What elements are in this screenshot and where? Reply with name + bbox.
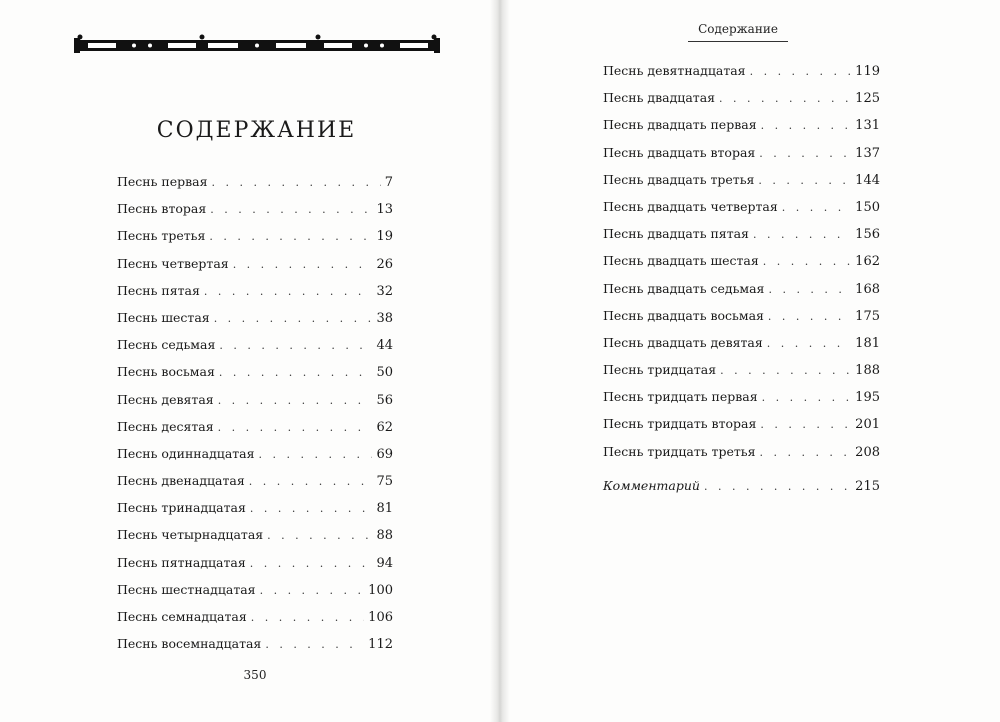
toc-entry-title: Песнь двадцать четвертая [603,198,778,214]
toc-leader-dots [260,577,365,604]
toc-leader-dots [265,631,364,658]
toc-entry-title: Песнь седьмая [117,337,216,353]
toc-entry-title: Песнь двадцать восьмая [603,307,764,323]
ornament-inlay [276,43,306,48]
toc-leader-dots [204,278,373,305]
toc-entry-title: Песнь двенадцатая [117,473,245,489]
toc-entry [117,603,393,630]
toc-entry [117,440,393,467]
toc-leader-dots [209,223,372,250]
toc-entry-page: 188 [855,363,880,379]
toc-leader-dots [218,414,373,441]
ornament-dot [380,44,384,48]
toc-entry-page: 88 [376,528,393,544]
toc-entry-title: Песнь двадцать вторая [603,144,756,160]
contents-heading: СОДЕРЖАНИЕ [156,118,357,143]
toc-entry-title: Песнь семнадцатая [117,609,247,624]
toc-entry [603,111,880,138]
toc-leader-dots [759,140,851,167]
toc-list-left [117,168,393,657]
toc-entry-title: Песнь четырнадцатая [117,527,264,543]
toc-leader-dots [218,387,373,414]
toc-entry-page: 7 [384,175,393,190]
toc-entry-title: Песнь тринадцатая [117,500,246,516]
toc-entry-page: 125 [855,91,880,107]
toc-entry-page: 62 [376,419,393,435]
toc-entry-title: Песнь двадцать первая [603,117,757,133]
toc-entry [603,410,880,437]
toc-entry [117,386,393,413]
toc-entry-page: 38 [376,310,393,326]
toc-entry [117,195,393,222]
ornament-dot [148,44,152,48]
toc-entry-page: 175 [855,308,880,324]
toc-entry-page: 150 [855,199,880,215]
toc-entry-title: Песнь восемнадцатая [117,636,262,652]
toc-entry [603,329,880,356]
toc-entry [603,166,880,193]
toc-entry [117,304,393,331]
toc-leader-dots [720,357,851,384]
toc-entry [117,521,393,548]
toc-entry-page: 106 [368,610,393,625]
toc-entry-title: Песнь шестая [117,309,210,325]
ornament-inlay [400,43,428,48]
toc-entry-title: Песнь двадцать третья [603,171,755,187]
toc-entry [117,168,393,195]
toc-leader-dots [214,305,373,332]
toc-entry-page: 75 [376,474,393,490]
toc-entry-title: Песнь девятая [117,391,214,407]
toc-leader-dots [250,495,373,522]
toc-entry-title: Песнь тридцать первая [603,389,758,405]
toc-leader-dots [761,112,852,139]
toc-entry-commentary [603,472,880,499]
toc-entry [603,193,880,220]
toc-leader-dots [763,248,851,275]
toc-entry [603,57,880,84]
toc-entry [117,576,393,603]
toc-entry [117,467,393,494]
toc-leader-dots [250,550,373,577]
toc-entry-title: Песнь десятая [117,418,214,434]
toc-entry-page: 13 [376,202,393,218]
page-number: 350 [243,668,267,682]
decorative-ornament-band [74,34,440,56]
toc-entry-page: 56 [376,392,393,408]
ornament-knob [316,35,321,40]
toc-leader-dots [219,359,373,386]
toc-entry-page: 208 [855,444,880,460]
toc-entry-page: 131 [855,118,880,134]
toc-entry-page: 201 [855,417,880,433]
toc-entry [603,139,880,166]
toc-entry-page: 156 [855,227,880,243]
toc-entry-title: Песнь третья [117,228,206,244]
toc-entry-title: Песнь двадцать шестая [603,253,759,269]
toc-list-right [603,57,880,499]
toc-entry-page: 112 [368,637,393,653]
toc-leader-dots [719,85,851,112]
toc-leader-dots [233,251,373,278]
toc-entry-page: 32 [376,283,393,299]
toc-entry-title: Песнь четвертая [117,255,229,271]
ornament-left-cap [74,38,80,53]
toc-entry-title: Песнь пятнадцатая [117,554,246,570]
toc-entry-page: 215 [855,478,880,494]
ornament-inlay [168,43,196,48]
toc-leader-dots [251,604,364,631]
toc-leader-dots [760,411,851,438]
toc-entry [603,302,880,329]
toc-entry [603,356,880,383]
toc-leader-dots [782,194,851,221]
toc-leader-dots [219,332,372,359]
ornament-dot [132,44,136,48]
toc-entry [117,331,393,358]
toc-leader-dots [704,473,851,500]
toc-entry-title: Комментарий [603,477,700,493]
running-head: Содержание [698,22,778,36]
toc-leader-dots [210,196,372,223]
ornament-inlay [324,43,352,48]
toc-entry-page: 181 [855,335,880,351]
toc-entry-page: 168 [855,281,880,297]
toc-entry-page: 44 [376,338,393,354]
toc-entry [117,494,393,521]
toc-entry-page: 19 [376,229,393,245]
toc-entry-title: Песнь вторая [117,201,207,217]
toc-entry-title: Песнь одиннадцатая [117,445,255,461]
book-gutter [490,0,510,722]
ornament-inlay [208,43,238,48]
toc-entry-title: Песнь восьмая [117,364,215,380]
toc-entry [603,438,880,465]
toc-entry-title: Песнь девятнадцатая [603,63,746,78]
toc-entry [117,358,393,385]
toc-entry-title: Песнь шестнадцатая [117,581,256,597]
toc-entry [603,220,880,247]
ornament-knob [432,35,437,40]
toc-leader-dots [768,276,851,303]
toc-entry [117,630,393,657]
toc-entry [117,277,393,304]
toc-entry-title: Песнь пятая [117,282,200,298]
toc-entry [603,275,880,302]
toc-entry-page: 162 [855,254,880,270]
toc-leader-dots [759,439,851,466]
toc-entry [603,247,880,274]
toc-entry-title: Песнь тридцать третья [603,443,756,459]
toc-entry [117,549,393,576]
toc-entry-page: 137 [855,145,880,161]
ornament-dot [364,44,368,48]
toc-entry-title: Песнь тридцать вторая [603,416,757,432]
toc-leader-dots [267,522,372,549]
toc-entry-page: 26 [376,256,393,272]
toc-entry-title: Песнь тридцатая [603,362,717,378]
toc-entry-page: 94 [376,555,393,571]
toc-leader-dots [212,169,381,196]
toc-entry-page: 50 [376,365,393,381]
toc-entry [603,383,880,410]
toc-leader-dots [753,221,851,248]
toc-leader-dots [249,468,373,495]
toc-entry-page: 119 [855,64,880,79]
toc-entry-page: 195 [855,390,880,406]
toc-entry-title: Песнь первая [117,174,208,189]
ornament-knob [78,35,83,40]
toc-entry-page: 144 [855,172,880,188]
toc-leader-dots [762,384,852,411]
toc-entry-page: 81 [376,501,393,517]
ornament-knob [200,35,205,40]
ornament-right-cap [434,38,440,53]
toc-leader-dots [259,441,373,468]
toc-leader-dots [750,58,852,85]
toc-leader-dots [758,167,851,194]
toc-entry-page: 100 [368,582,393,598]
toc-entry [117,250,393,277]
ornament-dot [255,44,259,48]
toc-entry-title: Песнь двадцать пятая [603,226,749,242]
ornament-inlay [88,43,116,48]
toc-entry-page: 69 [376,446,393,462]
toc-entry [117,222,393,249]
toc-leader-dots [767,330,851,357]
toc-entry [117,413,393,440]
toc-entry-title: Песнь двадцать девятая [603,334,763,350]
toc-entry-title: Песнь двадцать седьмая [603,280,765,296]
toc-entry [603,84,880,111]
running-head-rule [688,41,788,42]
toc-leader-dots [768,303,851,330]
toc-entry-title: Песнь двадцатая [603,90,716,106]
